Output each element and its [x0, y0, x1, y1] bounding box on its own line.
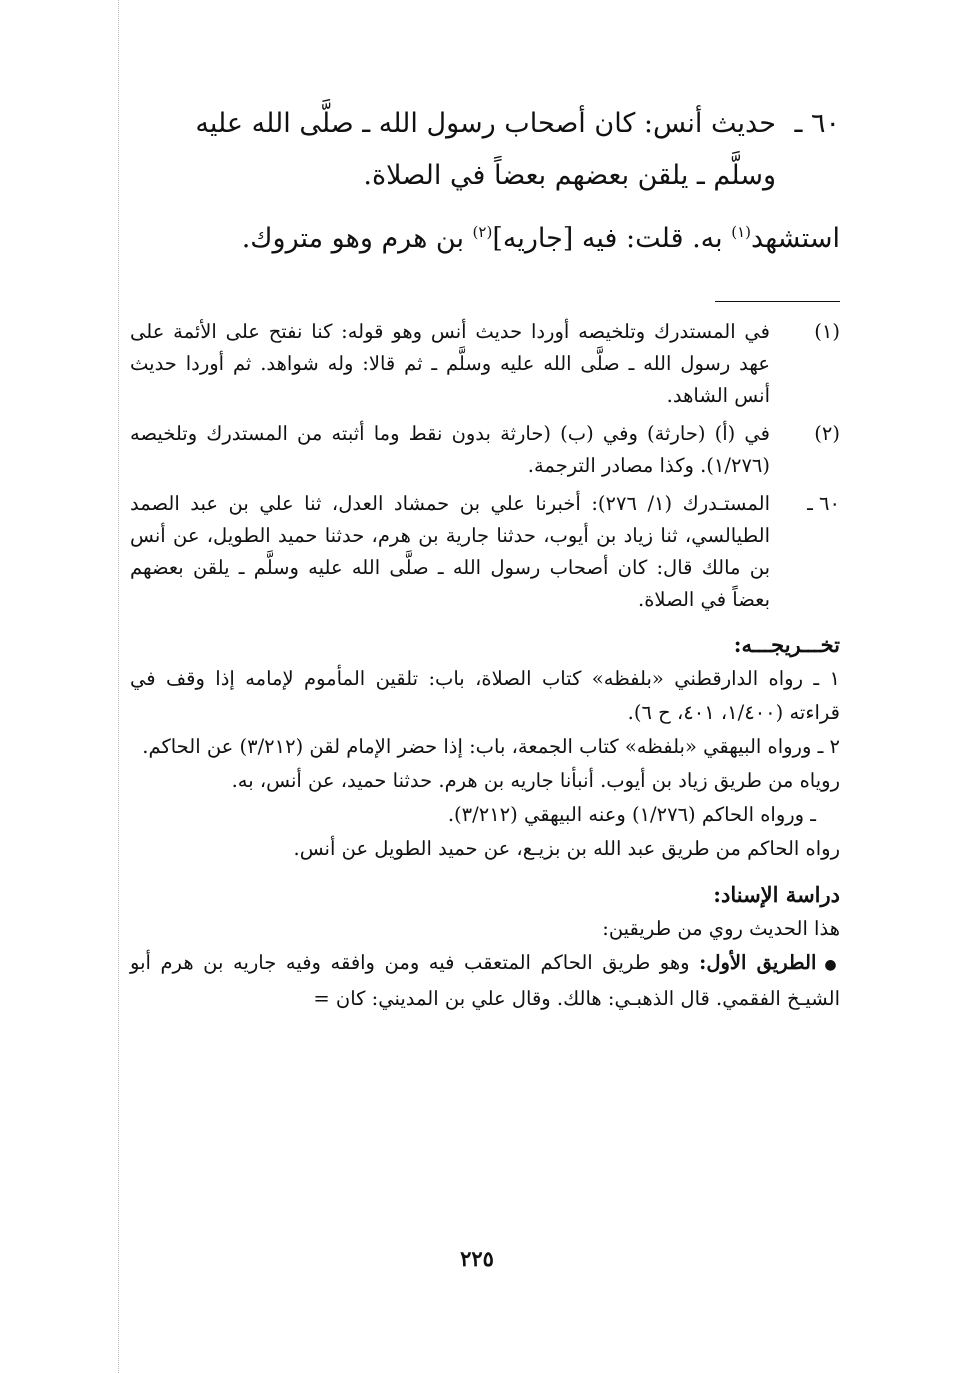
footnote-ref-2: (٢) [472, 223, 493, 241]
takhrij-line: ١ ـ رواه الدارقطني «بلفظه» كتاب الصلاة، باب: تلقين المأموم لإمامه إذا وقف في قراءته (١/٤٠٠، ٤٠١، ح ٦). [130, 667, 840, 724]
isnad-heading: دراسة الإسناد: [713, 882, 840, 907]
page-number: ٢٢٥ [460, 1246, 494, 1271]
first-path-label: الطريق الأول: [699, 951, 817, 974]
footnote-separator [715, 301, 840, 302]
hadith-line-2: وسلَّم ـ يلقن بعضهم بعضاً في الصلاة. [363, 160, 776, 191]
footnote-label: ٦٠ ـ [807, 492, 840, 515]
page-content [130, 98, 840, 1016]
footnote-text: المستـدرك (١/ ٢٧٦): أخبرنا علي بن حمشاد العدل، ثنا علي بن عبد الصمد الطيالسي، ثنا زياد بن أيوب، حدثنا جارية بن هرم، حدثنا حميد الطويل، عن أنس بن مالك قال: كان أصحاب رسول الله ـ صلَّى الله عليه وسلَّم ـ يلقن بعضهم بعضاً في الصلاة. [130, 492, 770, 611]
takhrij-line: رواه الحاكم من طريق عبد الله بن بزيـع، عن حميد الطويل عن أنس. [293, 837, 840, 860]
footnote-60 [130, 488, 840, 616]
first-path-text: وهو طريق الحاكم المتعقب فيه ومن وافقه وفيه جاريه بن هرم أبو الشيـخ الفقمي. قال الذهبـي: هالك. وقال علي بن المديني: كان = [130, 951, 840, 1010]
takhrij-heading: تخـــريجـــه: [733, 632, 840, 657]
hadith-text [130, 98, 840, 202]
footnote-text: في المستدرك وتلخيصه أوردا حديث أنس وهو قوله: كنا نفتح على الأئمة على عهد رسول الله ـ صلَّى الله عليه وسلَّم ـ ثم قالا: وله شواهد. ثم أوردا حديث أنس الشاهد. [130, 320, 770, 407]
isnad-intro: هذا الحديث روي من طريقين: [602, 917, 840, 940]
footnote-ref-1: (١) [731, 223, 752, 241]
hadith-line-1: حديث أنس: كان أصحاب رسول الله ـ صلَّى الله عليه [195, 108, 776, 139]
takhrij-line: ـ ورواه الحاكم (١/٢٧٦) وعنه البيهقي (٣/٢١٢). [447, 803, 816, 826]
margin-guide-line [118, 0, 119, 1373]
takhrij-line: ٢ ـ ورواه البيهقي «بلفظه» كتاب الجمعة، باب: إذا حضر الإمام لقن (٣/٢١٢) عن الحاكم. [142, 735, 840, 758]
footnote-2 [130, 418, 840, 482]
takhrij-line: روياه من طريق زياد بن أيوب. أنبأنا جاريه بن هرم. حدثنا حميد، عن أنس، به. [231, 769, 840, 792]
footnote-label: (٢) [814, 422, 840, 445]
isnad-first-path [130, 946, 840, 1016]
bullet-icon: ● [824, 957, 840, 973]
footnote-1 [130, 316, 840, 412]
footnote-text: في (أ) (حارثة) وفي (ب) (حارثة بدون نقط وما أثبته من المستدرك وتلخيصه (١/٢٧٦). وكذا مصادر الترجمة. [130, 422, 770, 477]
hadith-number: ٦٠ ـ [794, 108, 840, 139]
comment-text: استشهد$^{(١)}$ به. قلت: فيه [جاريه]$^{(٢)}$ بن هرم وهو متروك. [241, 223, 840, 254]
footnote-label: (١) [814, 320, 840, 343]
